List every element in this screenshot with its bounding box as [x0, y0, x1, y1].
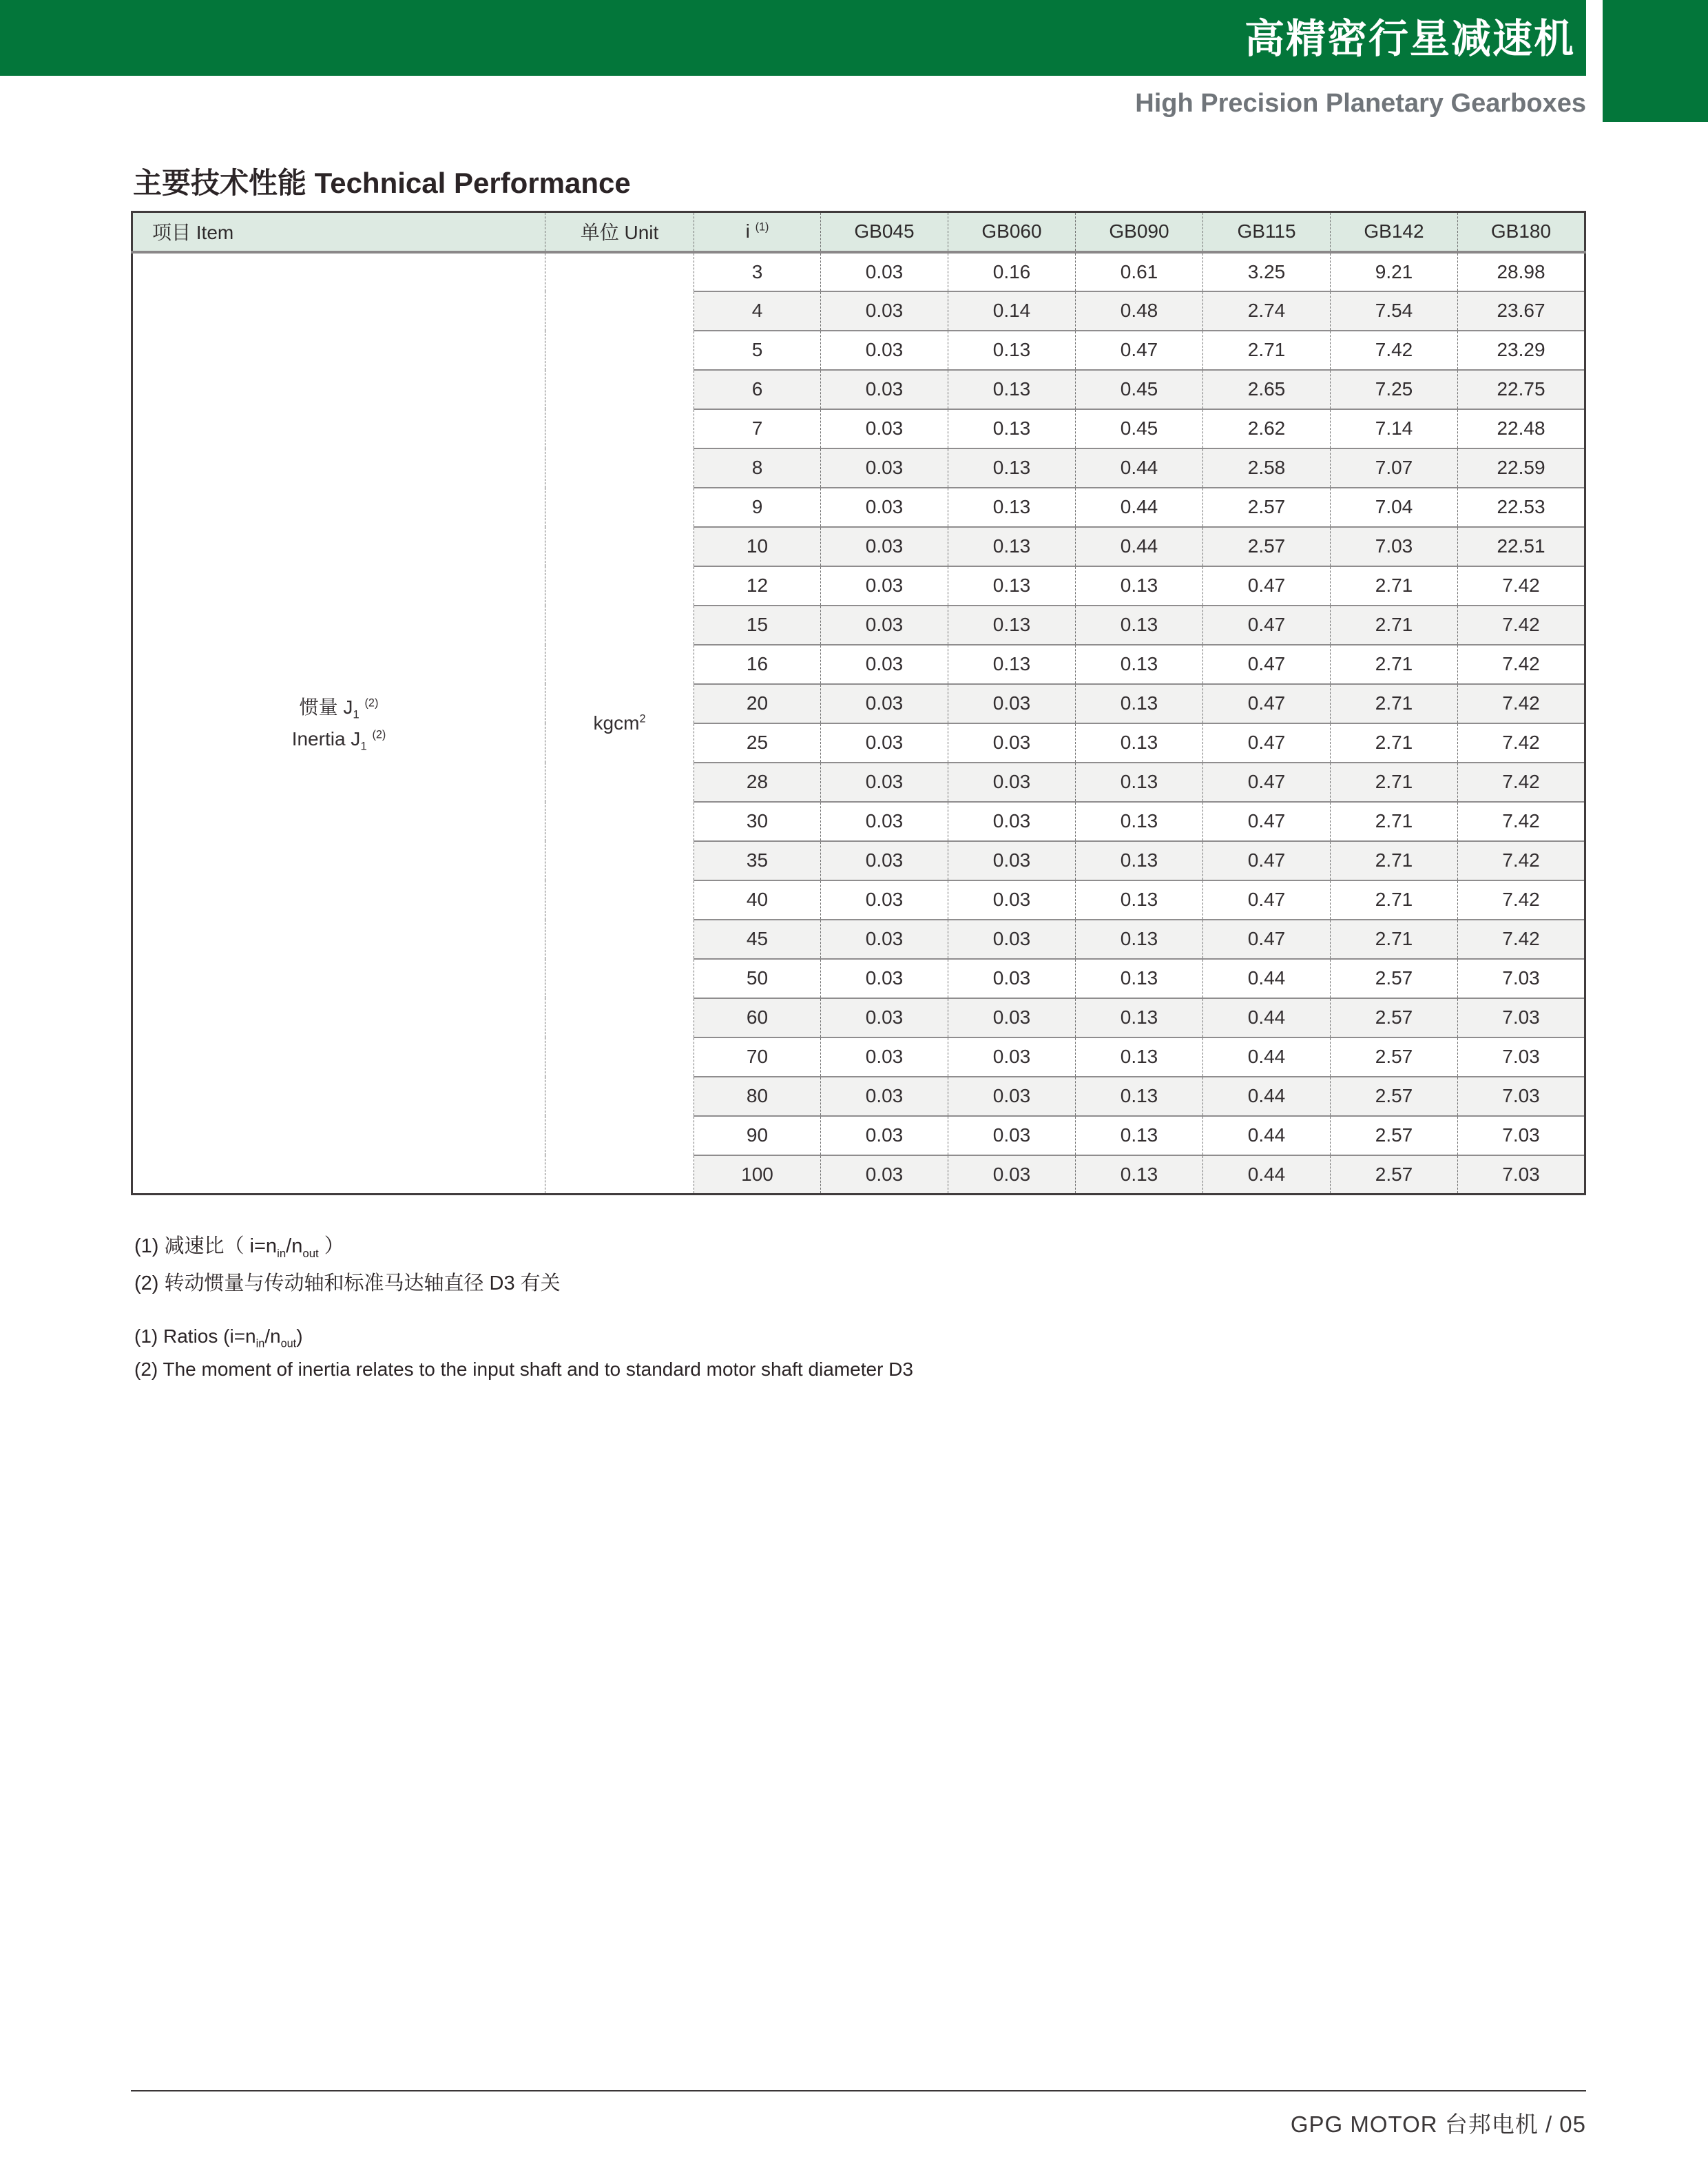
value-cell-gb060: 0.03: [948, 684, 1076, 723]
value-cell-gb045: 0.03: [821, 645, 948, 684]
value-cell-gb060: 0.03: [948, 841, 1076, 880]
value-cell-gb115: 3.25: [1203, 252, 1331, 291]
value-cell-gb060: 0.03: [948, 1037, 1076, 1077]
value-cell-gb142: 2.57: [1331, 1116, 1458, 1155]
value-cell-gb090: 0.45: [1076, 370, 1203, 409]
col-header-gb180: GB180: [1458, 212, 1585, 252]
ratio-cell: 15: [694, 606, 821, 645]
value-cell-gb142: 2.57: [1331, 1155, 1458, 1195]
ratio-cell: 9: [694, 488, 821, 527]
value-cell-gb045: 0.03: [821, 252, 948, 291]
value-cell-gb090: 0.13: [1076, 1116, 1203, 1155]
value-cell-gb060: 0.03: [948, 880, 1076, 920]
value-cell-gb115: 0.47: [1203, 841, 1331, 880]
ratio-cell: 50: [694, 959, 821, 998]
value-cell-gb060: 0.13: [948, 606, 1076, 645]
value-cell-gb115: 2.57: [1203, 488, 1331, 527]
value-cell-gb090: 0.13: [1076, 684, 1203, 723]
value-cell-gb090: 0.45: [1076, 409, 1203, 448]
item-label-line: 惯量 $J_1$ $^{(2)}$: [299, 696, 379, 721]
subscript: in: [256, 1337, 265, 1350]
value-cell-gb115: 0.47: [1203, 802, 1331, 841]
subscript: in: [277, 1246, 287, 1260]
footnote-zh-2: (2) 转动惯量与传动轴和标准马达轴直径 D3 有关: [134, 1272, 561, 1294]
value-cell-gb115: 0.47: [1203, 880, 1331, 920]
ratio-cell: 60: [694, 998, 821, 1037]
value-cell-gb142: 2.71: [1331, 880, 1458, 920]
value-cell-gb180: 22.48: [1458, 409, 1585, 448]
col-header-unit: 单位 Unit: [545, 212, 694, 252]
unit-cell: kgcm$^2$: [545, 252, 694, 1195]
ratio-cell: 16: [694, 645, 821, 684]
value-cell-gb090: 0.13: [1076, 880, 1203, 920]
value-cell-gb090: 0.13: [1076, 645, 1203, 684]
value-cell-gb115: 0.44: [1203, 1037, 1331, 1077]
value-cell-gb090: 0.13: [1076, 920, 1203, 959]
value-cell-gb115: 0.44: [1203, 998, 1331, 1037]
value-cell-gb142: 2.71: [1331, 566, 1458, 606]
value-cell-gb045: 0.03: [821, 763, 948, 802]
value-cell-gb060: 0.03: [948, 763, 1076, 802]
value-cell-gb045: 0.03: [821, 998, 948, 1037]
col-header-item: 项目 Item: [132, 212, 545, 252]
table-row: [132, 252, 1585, 291]
value-cell-gb060: 0.13: [948, 645, 1076, 684]
value-cell-gb142: 2.71: [1331, 684, 1458, 723]
section-title: 主要技术性能 Technical Performance: [133, 167, 631, 199]
value-cell-gb115: 0.44: [1203, 1077, 1331, 1116]
value-cell-gb115: 0.47: [1203, 920, 1331, 959]
value-cell-gb180: 7.42: [1458, 763, 1585, 802]
ratio-cell: 30: [694, 802, 821, 841]
value-cell-gb060: 0.13: [948, 370, 1076, 409]
ratio-cell: 28: [694, 763, 821, 802]
value-cell-gb180: 7.03: [1458, 959, 1585, 998]
col-header-gb060: GB060: [948, 212, 1076, 252]
value-cell-gb180: 7.03: [1458, 1116, 1585, 1155]
value-cell-gb045: 0.03: [821, 331, 948, 370]
value-cell-gb115: 0.44: [1203, 959, 1331, 998]
subscript: out: [280, 1337, 297, 1350]
ratio-cell: 10: [694, 527, 821, 566]
ratio-cell: 20: [694, 684, 821, 723]
value-cell-gb090: 0.13: [1076, 1037, 1203, 1077]
value-cell-gb115: 2.57: [1203, 527, 1331, 566]
superscript: (2): [364, 696, 379, 710]
value-cell-gb060: 0.13: [948, 409, 1076, 448]
ratio-cell: 12: [694, 566, 821, 606]
value-cell-gb142: 2.57: [1331, 1037, 1458, 1077]
value-cell-gb045: 0.03: [821, 1155, 948, 1195]
value-cell-gb115: 0.47: [1203, 606, 1331, 645]
value-cell-gb090: 0.13: [1076, 566, 1203, 606]
value-cell-gb180: 23.29: [1458, 331, 1585, 370]
table-body: [132, 252, 1585, 1195]
brand-corner-block: [1603, 0, 1708, 122]
banner-title: 高精密行星减速机: [1244, 17, 1575, 61]
value-cell-gb060: 0.16: [948, 252, 1076, 291]
value-cell-gb115: 0.47: [1203, 645, 1331, 684]
value-cell-gb180: 22.59: [1458, 448, 1585, 488]
value-cell-gb090: 0.44: [1076, 488, 1203, 527]
value-cell-gb045: 0.03: [821, 1037, 948, 1077]
value-cell-gb142: 2.71: [1331, 606, 1458, 645]
value-cell-gb045: 0.03: [821, 370, 948, 409]
value-cell-gb090: 0.48: [1076, 291, 1203, 331]
ratio-cell: 8: [694, 448, 821, 488]
page-footer: GPG MOTOR 台邦电机 / 05: [1290, 2111, 1586, 2137]
value-cell-gb142: 7.54: [1331, 291, 1458, 331]
value-cell-gb180: 7.03: [1458, 1155, 1585, 1195]
footnote-en-1: (1) Ratios $(i=n_{in}/n_{out})$: [134, 1325, 303, 1350]
ratio-cell: 5: [694, 331, 821, 370]
value-cell-gb115: 2.58: [1203, 448, 1331, 488]
value-cell-gb045: 0.03: [821, 566, 948, 606]
value-cell-gb060: 0.03: [948, 802, 1076, 841]
col-header-gb045: GB045: [821, 212, 948, 252]
footnote-zh-1: (1) 减速比（ $i=n_{in}/n_{out}$ ）: [134, 1235, 344, 1260]
value-cell-gb060: 0.03: [948, 959, 1076, 998]
value-cell-gb115: 2.62: [1203, 409, 1331, 448]
item-label-line: Inertia $J_1$ $^{(2)}$: [291, 727, 386, 753]
value-cell-gb090: 0.13: [1076, 763, 1203, 802]
value-cell-gb060: 0.13: [948, 488, 1076, 527]
value-cell-gb090: 0.13: [1076, 606, 1203, 645]
value-cell-gb142: 2.71: [1331, 841, 1458, 880]
value-cell-gb115: 0.47: [1203, 684, 1331, 723]
value-cell-gb045: 0.03: [821, 880, 948, 920]
col-header-gb115: GB115: [1203, 212, 1331, 252]
value-cell-gb180: 7.42: [1458, 723, 1585, 763]
value-cell-gb142: 2.57: [1331, 1077, 1458, 1116]
value-cell-gb090: 0.61: [1076, 252, 1203, 291]
value-cell-gb180: 7.42: [1458, 566, 1585, 606]
superscript: (2): [372, 728, 386, 741]
footer-rule: [131, 2090, 1586, 2091]
value-cell-gb045: 0.03: [821, 959, 948, 998]
value-cell-gb045: 0.03: [821, 527, 948, 566]
value-cell-gb115: 2.65: [1203, 370, 1331, 409]
value-cell-gb090: 0.13: [1076, 841, 1203, 880]
page-subtitle: High Precision Planetary Gearboxes: [1135, 89, 1586, 118]
value-cell-gb045: 0.03: [821, 802, 948, 841]
subscript: 1: [360, 739, 367, 753]
value-cell-gb060: 0.13: [948, 448, 1076, 488]
value-cell-gb090: 0.44: [1076, 527, 1203, 566]
footnote-en-2: (2) The moment of inertia relates to the input shaft and to standard motor shaft diameter D3: [134, 1359, 913, 1380]
ratio-cell: 6: [694, 370, 821, 409]
ratio-cell: 100: [694, 1155, 821, 1195]
value-cell-gb115: 0.47: [1203, 763, 1331, 802]
ratio-cell: 4: [694, 291, 821, 331]
superscript: 2: [639, 712, 646, 725]
value-cell-gb045: 0.03: [821, 684, 948, 723]
value-cell-gb060: 0.13: [948, 331, 1076, 370]
value-cell-gb090: 0.13: [1076, 1077, 1203, 1116]
value-cell-gb142: 7.03: [1331, 527, 1458, 566]
value-cell-gb115: 0.47: [1203, 566, 1331, 606]
value-cell-gb115: 0.47: [1203, 723, 1331, 763]
value-cell-gb142: 2.71: [1331, 645, 1458, 684]
value-cell-gb142: 2.71: [1331, 763, 1458, 802]
col-header-ratio: i $^{(1)}$: [694, 212, 821, 252]
value-cell-gb090: 0.13: [1076, 998, 1203, 1037]
value-cell-gb045: 0.03: [821, 488, 948, 527]
value-cell-gb045: 0.03: [821, 291, 948, 331]
value-cell-gb060: 0.13: [948, 527, 1076, 566]
value-cell-gb180: 22.51: [1458, 527, 1585, 566]
value-cell-gb180: 7.03: [1458, 998, 1585, 1037]
value-cell-gb180: 7.42: [1458, 606, 1585, 645]
value-cell-gb045: 0.03: [821, 841, 948, 880]
item-label-cell: [132, 252, 545, 1195]
value-cell-gb090: 0.13: [1076, 1155, 1203, 1195]
ratio-cell: 90: [694, 1116, 821, 1155]
value-cell-gb045: 0.03: [821, 448, 948, 488]
value-cell-gb180: 28.98: [1458, 252, 1585, 291]
value-cell-gb142: 7.04: [1331, 488, 1458, 527]
value-cell-gb180: 7.42: [1458, 802, 1585, 841]
value-cell-gb060: 0.03: [948, 1155, 1076, 1195]
ratio-cell: 3: [694, 252, 821, 291]
value-cell-gb180: 7.42: [1458, 684, 1585, 723]
value-cell-gb142: 7.14: [1331, 409, 1458, 448]
superscript: (1): [755, 220, 769, 234]
value-cell-gb180: 23.67: [1458, 291, 1585, 331]
ratio-cell: 80: [694, 1077, 821, 1116]
table-header-row: [132, 212, 1585, 252]
value-cell-gb045: 0.03: [821, 920, 948, 959]
value-cell-gb180: 7.42: [1458, 920, 1585, 959]
value-cell-gb142: 7.42: [1331, 331, 1458, 370]
value-cell-gb180: 22.53: [1458, 488, 1585, 527]
value-cell-gb060: 0.14: [948, 291, 1076, 331]
value-cell-gb060: 0.03: [948, 998, 1076, 1037]
page-header-banner: [0, 0, 1586, 76]
ratio-cell: 35: [694, 841, 821, 880]
value-cell-gb060: 0.03: [948, 920, 1076, 959]
value-cell-gb180: 7.42: [1458, 645, 1585, 684]
value-cell-gb142: 7.25: [1331, 370, 1458, 409]
value-cell-gb045: 0.03: [821, 1116, 948, 1155]
value-cell-gb090: 0.13: [1076, 723, 1203, 763]
value-cell-gb142: 2.71: [1331, 920, 1458, 959]
col-header-gb142: GB142: [1331, 212, 1458, 252]
value-cell-gb115: 0.44: [1203, 1116, 1331, 1155]
ratio-cell: 70: [694, 1037, 821, 1077]
value-cell-gb090: 0.47: [1076, 331, 1203, 370]
value-cell-gb180: 7.03: [1458, 1077, 1585, 1116]
value-cell-gb045: 0.03: [821, 606, 948, 645]
value-cell-gb142: 9.21: [1331, 252, 1458, 291]
value-cell-gb060: 0.03: [948, 1116, 1076, 1155]
value-cell-gb142: 2.57: [1331, 959, 1458, 998]
value-cell-gb060: 0.03: [948, 1077, 1076, 1116]
value-cell-gb142: 7.07: [1331, 448, 1458, 488]
value-cell-gb090: 0.13: [1076, 802, 1203, 841]
value-cell-gb180: 22.75: [1458, 370, 1585, 409]
value-cell-gb180: 7.42: [1458, 880, 1585, 920]
value-cell-gb180: 7.03: [1458, 1037, 1585, 1077]
ratio-cell: 7: [694, 409, 821, 448]
technical-performance-table: [131, 211, 1586, 1195]
value-cell-gb060: 0.03: [948, 723, 1076, 763]
ratio-cell: 45: [694, 920, 821, 959]
value-cell-gb115: 2.71: [1203, 331, 1331, 370]
value-cell-gb115: 0.44: [1203, 1155, 1331, 1195]
value-cell-gb060: 0.13: [948, 566, 1076, 606]
value-cell-gb142: 2.57: [1331, 998, 1458, 1037]
value-cell-gb090: 0.44: [1076, 448, 1203, 488]
value-cell-gb090: 0.13: [1076, 959, 1203, 998]
col-header-gb090: GB090: [1076, 212, 1203, 252]
value-cell-gb045: 0.03: [821, 409, 948, 448]
value-cell-gb045: 0.03: [821, 723, 948, 763]
value-cell-gb115: 2.74: [1203, 291, 1331, 331]
value-cell-gb180: 7.42: [1458, 841, 1585, 880]
subscript: 1: [353, 707, 360, 721]
value-cell-gb045: 0.03: [821, 1077, 948, 1116]
value-cell-gb142: 2.71: [1331, 802, 1458, 841]
subscript: out: [302, 1246, 319, 1260]
value-cell-gb142: 2.71: [1331, 723, 1458, 763]
ratio-cell: 25: [694, 723, 821, 763]
ratio-cell: 40: [694, 880, 821, 920]
